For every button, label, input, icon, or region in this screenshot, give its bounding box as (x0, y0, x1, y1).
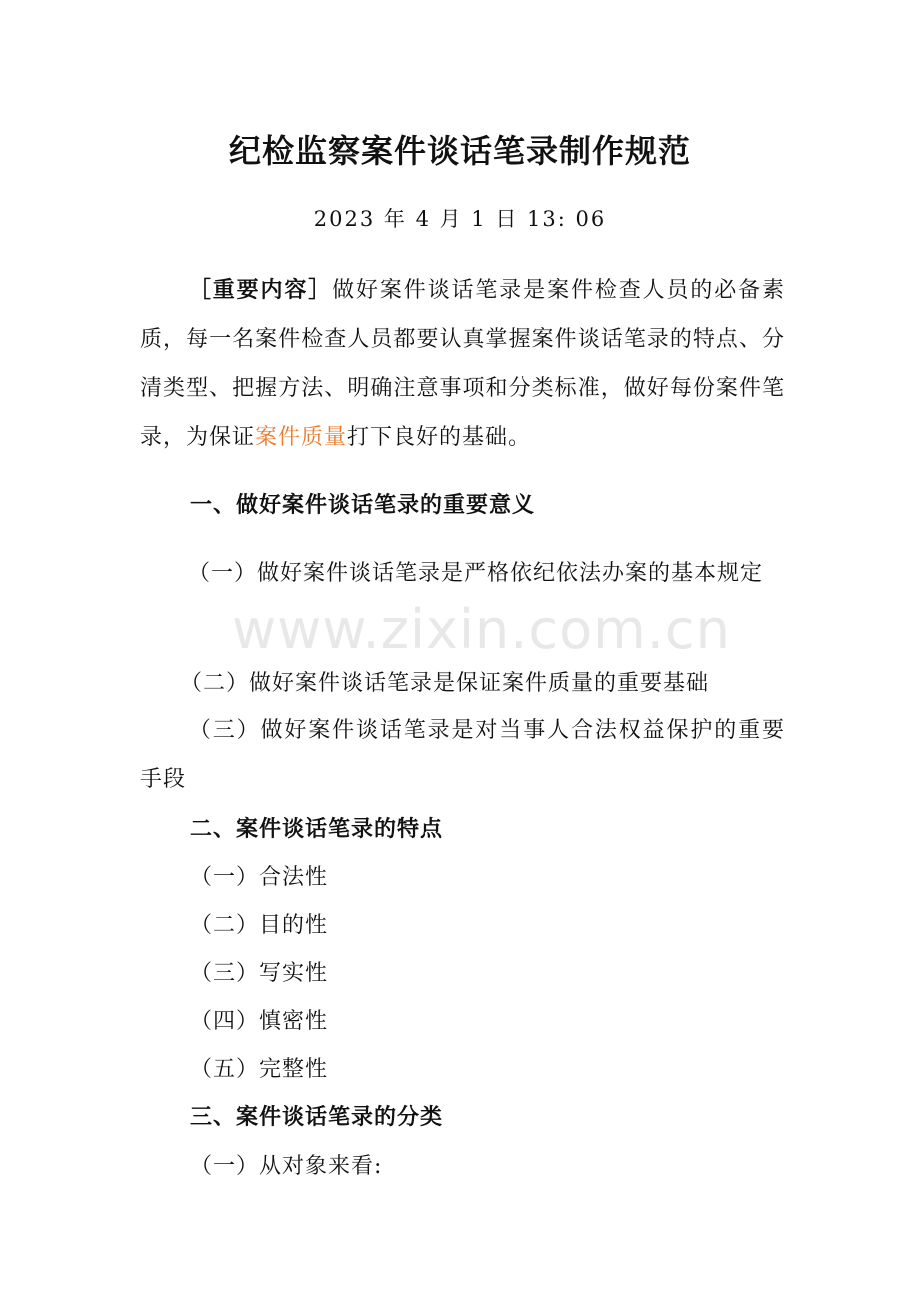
section-1-item-1: （一）做好案件谈话笔录是严格依纪依法办案的基本规定 (188, 561, 764, 586)
section-1-item-2: （二）做好案件谈话笔录是保证案件质量的重要基础 (180, 671, 710, 696)
watermark: www.zixin.com.cn (232, 598, 731, 661)
intro-text: 做好案件谈话笔录是案件检查人员的必备素质，每一名案件检查人员都要认真掌握案件谈话笔录的特点、分清类型、把握方法、明确注意事项和分类标准，做好每份案件笔录，为保证 (140, 278, 785, 450)
section-heading-2: 二、案件谈话笔录的特点 (190, 817, 444, 842)
section-heading-1: 一、做好案件谈话笔录的重要意义 (190, 493, 536, 518)
section-3-item-1: （一）从对象来看: (190, 1154, 383, 1179)
section-2-item-4: （四）慎密性 (190, 1009, 329, 1034)
section-2-item-3: （三）写实性 (190, 961, 329, 986)
quality-link[interactable]: 案件质量 (255, 425, 348, 450)
section-heading-3: 三、案件谈话笔录的分类 (190, 1105, 444, 1130)
intro-label: ［重要内容］ (188, 278, 333, 303)
section-2-item-5: （五）完整性 (190, 1057, 329, 1082)
section-2-item-2: （二）目的性 (190, 913, 329, 938)
intro-paragraph (140, 266, 785, 462)
section-1-item-3: （三）做好案件谈话笔录是对当事人合法权益保护的重要手段 (140, 718, 785, 792)
document-date: 2023 年 4 月 1 日 13: 06 (313, 207, 607, 231)
section-2-item-1: （一）合法性 (190, 865, 329, 890)
document-title: 纪检监察案件谈话笔录制作规范 (228, 132, 691, 170)
intro-text-end: 打下良好的基础。 (347, 425, 532, 450)
